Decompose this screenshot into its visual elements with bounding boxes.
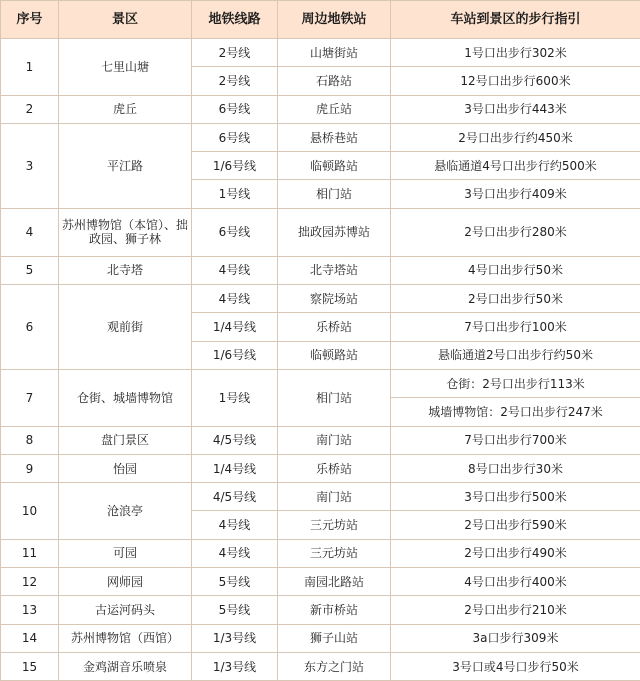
metro-line: 1号线: [192, 180, 278, 208]
scenic-spot: 北寺塔: [59, 256, 192, 284]
walking-guide: 3a口步行309米: [391, 624, 640, 652]
walking-guide: 8号口出步行30米: [391, 454, 640, 482]
metro-station: 临顿路站: [278, 152, 391, 180]
metro-line: 6号线: [192, 208, 278, 256]
row-number: 3: [1, 123, 59, 208]
header-num: 序号: [1, 1, 59, 39]
walking-guide: 城墙博物馆：2号口出步行247米: [391, 398, 640, 426]
scenic-spot: 可园: [59, 539, 192, 567]
metro-line: 1/3号线: [192, 652, 278, 680]
table-row: [1, 624, 640, 652]
row-number: 4: [1, 208, 59, 256]
row-number: 9: [1, 454, 59, 482]
metro-station: 察院场站: [278, 285, 391, 313]
scenic-spot: 网师园: [59, 568, 192, 596]
scenic-spot: 古运河码头: [59, 596, 192, 624]
row-number: 8: [1, 426, 59, 454]
scenic-spot: 虎丘: [59, 95, 192, 123]
table-row: [1, 369, 640, 397]
metro-station: 临顿路站: [278, 341, 391, 369]
metro-line: 4号线: [192, 511, 278, 539]
header-row: [1, 1, 640, 39]
row-number: 5: [1, 256, 59, 284]
table-row: [1, 483, 640, 511]
metro-station: 三元坊站: [278, 511, 391, 539]
walking-guide: 2号口出步行590米: [391, 511, 640, 539]
metro-station: 石路站: [278, 67, 391, 95]
row-number: 11: [1, 539, 59, 567]
scenic-spot: 平江路: [59, 123, 192, 208]
row-number: 15: [1, 652, 59, 680]
row-number: 2: [1, 95, 59, 123]
metro-line: 1/6号线: [192, 341, 278, 369]
walking-guide: 4号口出步行50米: [391, 256, 640, 284]
table-row: [1, 652, 640, 680]
metro-station: 山塘街站: [278, 39, 391, 67]
table-row: [1, 285, 640, 313]
walking-guide: 3号口出步行500米: [391, 483, 640, 511]
scenic-spot: 沧浪亭: [59, 483, 192, 540]
scenic-spot: 苏州博物馆（本馆）、拙政园、狮子林: [59, 208, 192, 256]
metro-station: 狮子山站: [278, 624, 391, 652]
row-number: 14: [1, 624, 59, 652]
scenic-spot: 仓街、城墙博物馆: [59, 369, 192, 426]
walking-guide: 2号口出步行490米: [391, 539, 640, 567]
scenic-spot: 苏州博物馆（西馆）: [59, 624, 192, 652]
table-row: [1, 39, 640, 67]
metro-station: 新市桥站: [278, 596, 391, 624]
metro-station: 相门站: [278, 180, 391, 208]
scenic-spot: 怡园: [59, 454, 192, 482]
walking-guide: 2号口出步行50米: [391, 285, 640, 313]
table-row: [1, 123, 640, 151]
metro-line: 4号线: [192, 285, 278, 313]
walking-guide: 仓街：2号口出步行113米: [391, 369, 640, 397]
table-row: [1, 208, 640, 256]
table-row: [1, 454, 640, 482]
header-line: 地铁线路: [192, 1, 278, 39]
metro-line: 4号线: [192, 256, 278, 284]
metro-line: 2号线: [192, 67, 278, 95]
row-number: 1: [1, 39, 59, 96]
metro-station: 相门站: [278, 369, 391, 426]
walking-guide: 2号口出步行280米: [391, 208, 640, 256]
metro-station: 南园北路站: [278, 568, 391, 596]
walking-guide: 2号口出步行210米: [391, 596, 640, 624]
metro-line: 6号线: [192, 123, 278, 151]
metro-line: 1号线: [192, 369, 278, 426]
walking-guide: 2号口出步行约450米: [391, 123, 640, 151]
metro-station: 南门站: [278, 426, 391, 454]
walking-guide: 12号口出步行600米: [391, 67, 640, 95]
table-body: [1, 39, 640, 681]
metro-station: 三元坊站: [278, 539, 391, 567]
metro-line: 4/5号线: [192, 426, 278, 454]
metro-station: 北寺塔站: [278, 256, 391, 284]
metro-line: 4号线: [192, 539, 278, 567]
row-number: 13: [1, 596, 59, 624]
table-row: [1, 256, 640, 284]
table-row: [1, 539, 640, 567]
metro-line: 5号线: [192, 596, 278, 624]
table-row: [1, 568, 640, 596]
table-row: [1, 95, 640, 123]
metro-line: 6号线: [192, 95, 278, 123]
metro-station: 乐桥站: [278, 313, 391, 341]
table-row: [1, 596, 640, 624]
walking-guide: 3号口或4号口步行50米: [391, 652, 640, 680]
walking-guide: 1号口出步行302米: [391, 39, 640, 67]
row-number: 10: [1, 483, 59, 540]
walking-guide: 7号口出步行100米: [391, 313, 640, 341]
metro-line: 2号线: [192, 39, 278, 67]
row-number: 12: [1, 568, 59, 596]
metro-station: 南门站: [278, 483, 391, 511]
metro-station: 东方之门站: [278, 652, 391, 680]
row-number: 6: [1, 285, 59, 370]
walking-guide: 4号口出步行400米: [391, 568, 640, 596]
metro-station: 拙政园苏博站: [278, 208, 391, 256]
header-guide: 车站到景区的步行指引: [391, 1, 640, 39]
header-station: 周边地铁站: [278, 1, 391, 39]
metro-line: 1/4号线: [192, 313, 278, 341]
scenic-spot: 盘门景区: [59, 426, 192, 454]
walking-guide: 3号口出步行409米: [391, 180, 640, 208]
metro-station: 乐桥站: [278, 454, 391, 482]
walking-guide: 悬临通道2号口出步行约50米: [391, 341, 640, 369]
header-spot: 景区: [59, 1, 192, 39]
metro-line: 1/3号线: [192, 624, 278, 652]
walking-guide: 3号口出步行443米: [391, 95, 640, 123]
metro-station: 悬桥巷站: [278, 123, 391, 151]
metro-line: 4/5号线: [192, 483, 278, 511]
table-row: [1, 426, 640, 454]
row-number: 7: [1, 369, 59, 426]
scenic-spot: 七里山塘: [59, 39, 192, 96]
metro-line: 5号线: [192, 568, 278, 596]
walking-guide: 悬临通道4号口出步行约500米: [391, 152, 640, 180]
metro-station: 虎丘站: [278, 95, 391, 123]
metro-line: 1/4号线: [192, 454, 278, 482]
walking-guide: 7号口出步行700米: [391, 426, 640, 454]
metro-line: 1/6号线: [192, 152, 278, 180]
scenic-spot: 金鸡湖音乐喷泉: [59, 652, 192, 680]
scenic-spot: 观前街: [59, 285, 192, 370]
